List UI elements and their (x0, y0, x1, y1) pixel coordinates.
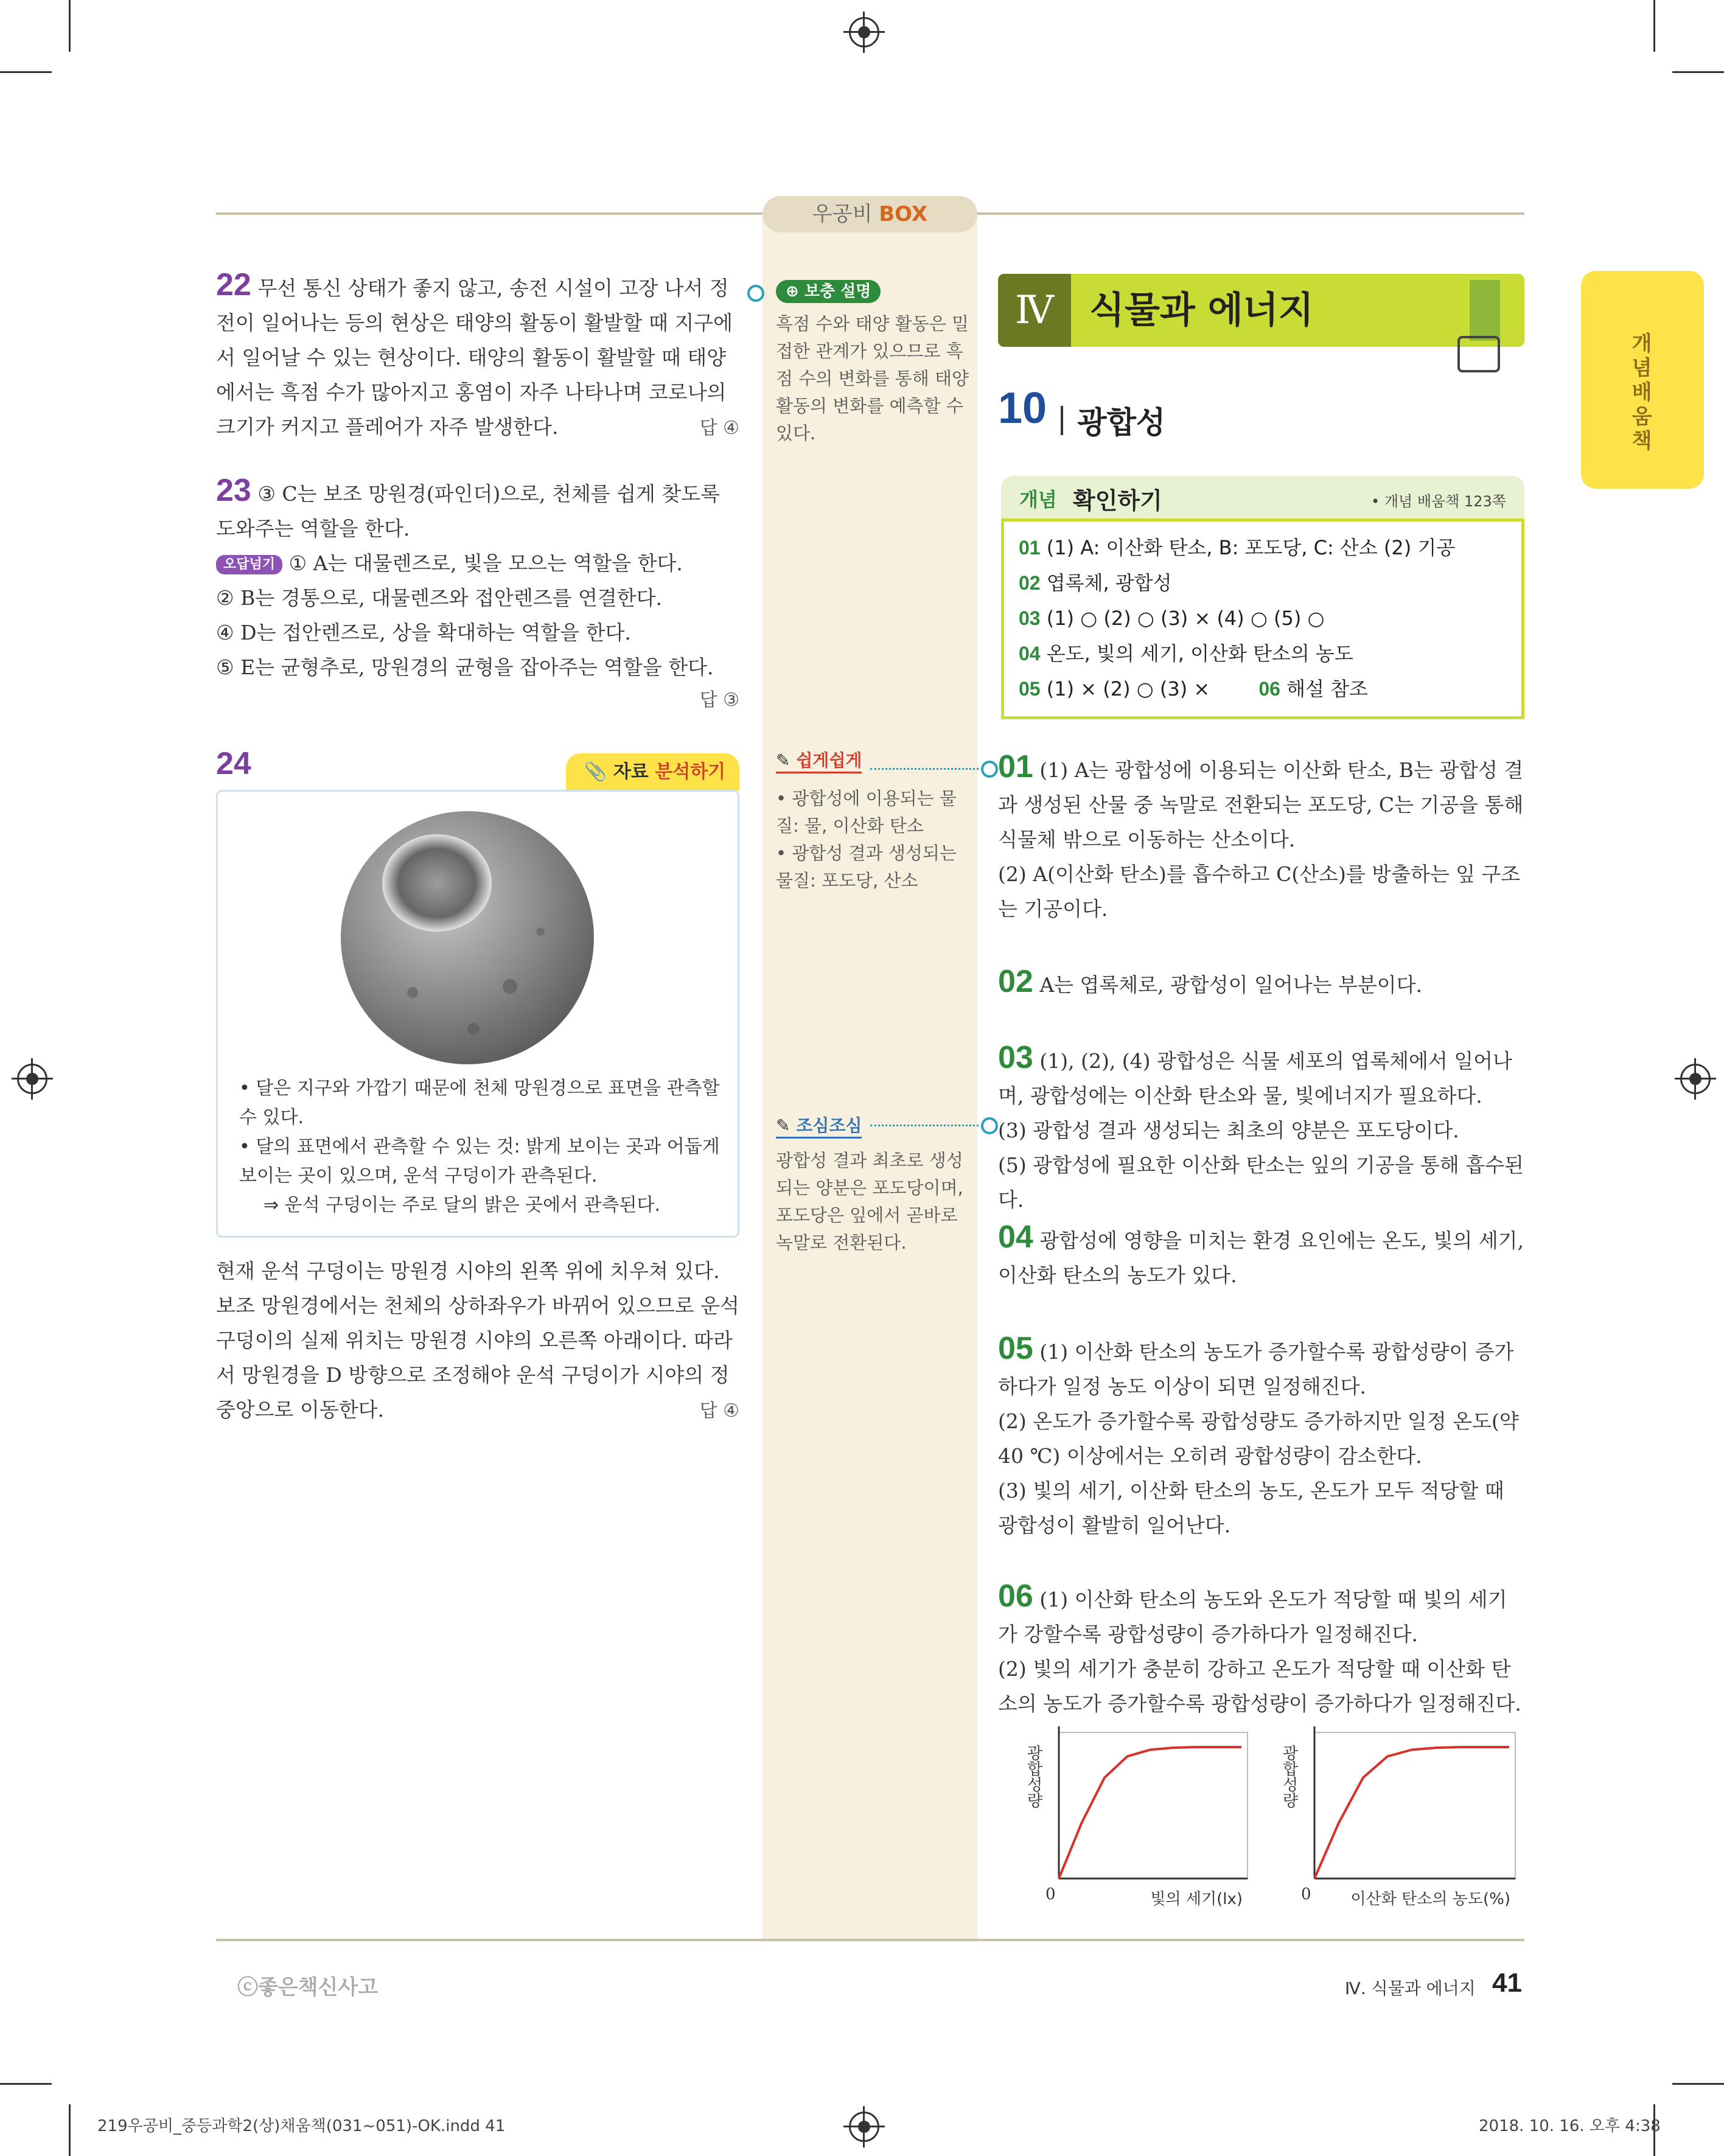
bottom-rule (216, 1939, 1524, 1941)
concept-header (1001, 476, 1524, 520)
y-axis-label: 광합성량 (1280, 1745, 1298, 1808)
question-23 (216, 473, 739, 711)
easy-tag: ✎ 쉽게쉽게 (776, 747, 862, 773)
section-number: 10 (998, 384, 1047, 433)
registration-mark-bottom (849, 2112, 879, 2142)
answer-number: 04 (998, 1219, 1033, 1255)
answer-number: 06 (998, 1579, 1033, 1614)
roller-handle-icon (1457, 336, 1500, 372)
answer-04 (998, 1220, 1524, 1293)
question-24-explanation (216, 1254, 739, 1422)
file-name: 219우공비_중등과학2(상)채움책(031~051)-OK.indd 41 (97, 2117, 506, 2135)
question-text: 무선 통신 상태가 좋지 않고, 송전 시설이 고장 나서 정전이 일어나는 등의 현상은 태양의 활동이 활발할 때 지구에서 일어날 수 있는 현상이다. 태양의 활동이 활발할 때 태양에서는 흑점 수가 많아지고 홍염이 자주 나타나며 코로나의 크기가 커지고 플레어가 자주 발생한다. (216, 276, 733, 439)
answer-01 (998, 750, 1524, 926)
connector-line (870, 768, 983, 770)
wrong-answer-tag: 오답넘기 (216, 555, 282, 574)
answer-text: (3) 빛의 세기, 이산화 탄소의 농도, 온도가 모두 적당할 때 광합성이 활발히 일어난다. (998, 1479, 1504, 1537)
answer-text: (2) 온도가 증가할수록 광합성량도 증가하지만 일정 온도(약 40 ℃) 이상에서는 오히려 광합성량이 감소한다. (998, 1409, 1519, 1468)
chart-co2-concentration (1278, 1719, 1521, 1914)
chapter-title: 식물과 에너지 (1089, 289, 1314, 332)
concept-row: 04 온도, 빛의 세기, 이산화 탄소의 농도 (1019, 642, 1353, 665)
answer-text: (2) A(이산화 탄소)를 흡수하고 C(산소)를 방출하는 잎 구조는 기공이다. (998, 862, 1521, 921)
concept-reference: • 개념 배움책 123쪽 (1371, 493, 1506, 510)
easy-item: • 광합성 결과 생성되는 물질: 포도당, 산소 (776, 843, 957, 891)
answer-mark: 답 ④ (699, 417, 739, 439)
print-date: 2018. 10. 16. 오후 4:38 (1479, 2117, 1661, 2135)
bullet-item: ⇒ 운석 구덩이는 주로 달의 밝은 곳에서 관측된다. (263, 1195, 661, 1216)
answer-05 (998, 1331, 1524, 1543)
crop-mark (1672, 2083, 1724, 2085)
answer-text: (3) 광합성 결과 생성되는 최초의 양분은 포도당이다. (998, 1118, 1459, 1142)
answer-number: 01 (998, 749, 1033, 784)
question-number: 22 (216, 267, 251, 302)
answer-text: (1) 이산화 탄소의 농도와 온도가 적당할 때 빛의 세기가 강할수록 광합성량이 증가하다가 일정해진다. (998, 1588, 1507, 1646)
registration-mark-top (849, 17, 879, 47)
tag-text-a: 자료 (613, 761, 649, 783)
answer-number: 02 (998, 964, 1033, 999)
explanation-line: ④ D는 접안렌즈로, 상을 확대하는 역할을 한다. (216, 621, 631, 644)
supplement-tag: ⊕ 보충 설명 (776, 280, 881, 303)
pencil-icon: ✎ (776, 750, 790, 770)
explanation-line: ② B는 경통으로, 대물렌즈와 접안렌즈를 연결한다. (216, 586, 662, 610)
explanation-text: 현재 운석 구덩이는 망원경 시야의 왼쪽 위에 치우쳐 있다. 보조 망원경에서는 천체의 상하좌우가 바뀌어 있으므로 운석 구덩이의 실제 위치는 망원경 시야의 오른쪽 아래이다. 따라서 망원경을 D 방향으로 조정해야 운석 구덩이가 시야의 정 중앙으로 이동한다. (216, 1259, 739, 1422)
caution-tag: ✎ 조심조심 (776, 1112, 862, 1139)
concept-row: 01 (1) A: 이산화 탄소, B: 포도당, C: 산소 (2) 기공 (1019, 536, 1456, 559)
box-header (763, 196, 977, 232)
x-axis-label: 빛의 세기(lx) (1150, 1890, 1243, 1908)
registration-mark-left (17, 1064, 47, 1094)
answer-number: 05 (998, 1331, 1033, 1366)
explanation-line: ① A는 대물렌즈로, 빛을 모으는 역할을 한다. (288, 551, 683, 575)
concept-title-a: 개념 (1019, 488, 1057, 511)
question-number: 23 (216, 473, 251, 508)
chapter-banner (998, 274, 1524, 347)
chapter-roman: Ⅳ (998, 274, 1071, 347)
plot-frame (1059, 1732, 1248, 1879)
section-heading (998, 383, 1165, 442)
crop-mark (69, 0, 71, 52)
caution-text: 광합성 결과 최초로 생성되는 양분은 포도당이며, 포도당은 잎에서 곧바로 녹말로 전환된다. (776, 1150, 963, 1253)
crop-mark (1672, 71, 1724, 73)
question-text: ③ C는 보조 망원경(파인더)으로, 천체를 쉽게 찾도록 도와주는 역할을 한다. (216, 482, 721, 540)
answer-number: 03 (998, 1040, 1033, 1075)
bullet-item: • 달은 지구와 가깝기 때문에 천체 망원경으로 표면을 관측할 수 있다. (239, 1078, 720, 1128)
easy-item: • 광합성에 이용되는 물질: 물, 이산화 탄소 (776, 788, 957, 836)
side-tab-label: 개념 배움책 (1632, 332, 1652, 453)
answer-text: (2) 빛의 세기가 충분히 강하고 온도가 적당할 때 이산화 탄소의 농도가 증가할수록 광합성량이 증가하다가 일정해진다. (998, 1657, 1521, 1715)
answer-text: A는 엽록체로, 광합성이 일어나는 부분이다. (1039, 973, 1423, 997)
tag-text-b: 분석하기 (655, 761, 726, 783)
answer-text: (5) 광합성에 필요한 이산화 탄소는 잎의 기공을 통해 흡수된다. (998, 1153, 1524, 1212)
explanation-line: ⑤ E는 균형추로, 망원경의 균형을 잡아주는 역할을 한다. (216, 655, 714, 679)
data-analysis-tag (566, 753, 739, 791)
concept-row: 03 (1) ○ (2) ○ (3) × (4) ○ (5) ○ (1019, 607, 1325, 630)
moon-photo (340, 810, 595, 1066)
plus-icon: ⊕ (786, 282, 799, 301)
connector-line (870, 1125, 983, 1126)
series-line (1059, 1747, 1241, 1879)
x-axis-label: 이산화 탄소의 농도(%) (1350, 1890, 1510, 1908)
answer-06 (998, 1579, 1524, 1721)
crop-mark (69, 2104, 71, 2156)
supplement-text: 흑점 수와 태양 활동은 밀접한 관계가 있으므로 흑점 수의 변화를 통해 태양 활동의 변화를 예측할 수 있다. (776, 313, 969, 444)
answer-text: 광합성에 영향을 미치는 환경 요인에는 온도, 빛의 세기, 이산화 탄소의 농도가 있다. (998, 1229, 1524, 1287)
box-label-b: BOX (879, 202, 928, 226)
paint-roller-icon (1470, 280, 1500, 341)
concept-box (1001, 518, 1524, 719)
section-title: 광합성 (1077, 405, 1166, 441)
concept-row: 02 엽록체, 광합성 (1019, 571, 1172, 595)
origin-label: 0 (1301, 1885, 1311, 1903)
side-tab[interactable] (1581, 271, 1704, 489)
question-22 (216, 268, 739, 439)
pin-icon: 📎 (584, 761, 607, 783)
crop-mark (0, 2083, 52, 2085)
answer-mark: 답 ④ (699, 1400, 739, 1422)
crop-mark (1653, 0, 1655, 52)
concept-title-b: 확인하기 (1073, 487, 1162, 514)
footer-section: Ⅳ. 식물과 에너지 (1345, 1978, 1476, 1998)
answer-text: (1) A는 광합성에 이용되는 이산화 탄소, B는 광합성 결과 생성된 산물 중 녹말로 전환되는 포도당, C는 기공을 통해 식물체 밖으로 이동하는 산소이다. (998, 758, 1524, 851)
question-number: 24 (216, 746, 251, 781)
answer-02 (998, 965, 1524, 1002)
series-line (1314, 1747, 1509, 1879)
plot-frame (1314, 1732, 1515, 1879)
caution-icon: ✎ (776, 1115, 790, 1136)
data-box (216, 790, 739, 1238)
publisher-logo: ⓒ좋은책신사고 (237, 1975, 379, 2000)
box-label-a: 우공비 (812, 202, 873, 226)
connector-dot (981, 1117, 998, 1134)
crop-mark (0, 71, 52, 73)
y-axis-label: 광합성량 (1024, 1745, 1042, 1808)
answer-text: (1) 이산화 탄소의 농도가 증가할수록 광합성량이 증가하다가 일정 농도 이상이 되면 일정해진다. (998, 1340, 1514, 1398)
chart-light-intensity (1022, 1719, 1254, 1914)
bullet-item: • 달의 표면에서 관측할 수 있는 것: 밝게 보이는 곳과 어둡게 보이는 곳이 있으며, 운석 구덩이가 관측된다. (239, 1136, 720, 1187)
page-number: 41 (1492, 1968, 1522, 1998)
concept-row: 05 (1) × (2) ○ (3) × 06 해설 참조 (1019, 677, 1368, 700)
answer-mark: 답 ③ (699, 689, 739, 711)
origin-label: 0 (1045, 1885, 1056, 1903)
connector-dot (747, 285, 764, 302)
answer-03 (998, 1041, 1524, 1217)
registration-mark-right (1680, 1064, 1711, 1094)
box-column (763, 212, 977, 1939)
answer-text: (1), (2), (4) 광합성은 식물 세포의 엽록체에서 일어나며, 광합성에는 이산화 탄소와 물, 빛에너지가 필요하다. (998, 1049, 1512, 1108)
connector-dot (981, 761, 998, 778)
